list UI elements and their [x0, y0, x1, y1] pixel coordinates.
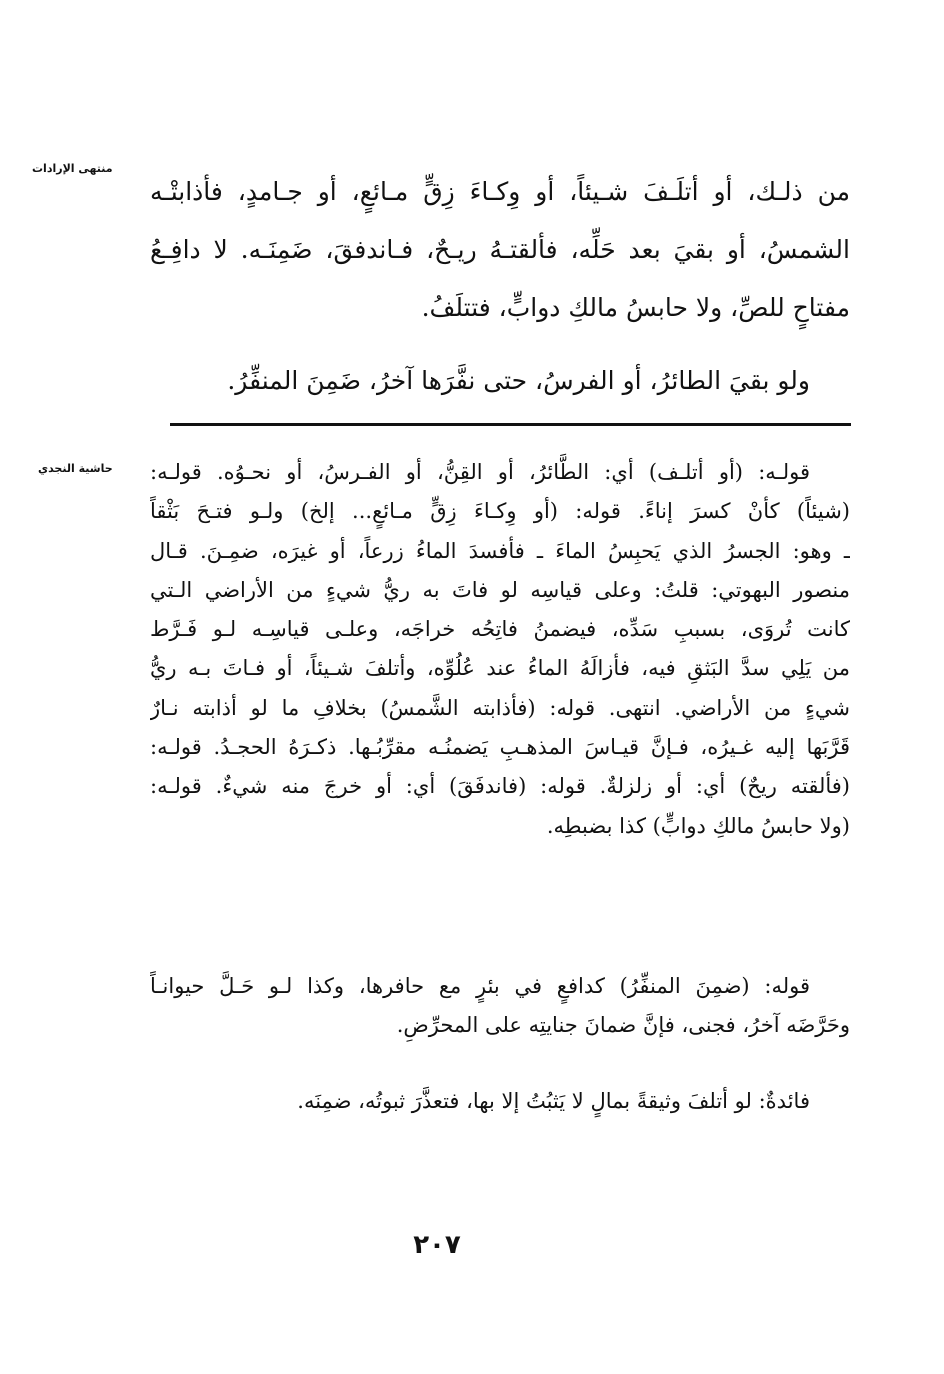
matn-line: مفتاحٍ للصِّ، ولا حابسُ مالكِ دوابٍّ، فتتلَفُ.	[421, 293, 850, 322]
hashiya-paragraph-2	[150, 967, 850, 1046]
hashiya-line: (ولا حابسُ مالكِ دوابٍّ) كذا بضبطِه.	[546, 813, 850, 838]
hashiya-line: منصور البهوتي: قلتُ: وعلى قياسِه لو فاتَ به ريُّ شيءٍ من الأراضي الـتي	[150, 577, 850, 602]
matn-line: ولو بقيَ الطائرُ، أو الفرسُ، حتى نفَّرَها آخرُ، ضَمِنَ المنفِّرُ.	[227, 366, 810, 395]
hashiya-line: وحَرَّضَه آخرُ، فجنى، فإنَّ ضمانَ جنايتِه على المحرِّضِ.	[396, 1013, 850, 1038]
matn-source-label: منتهى الإرادات	[32, 162, 113, 175]
hashiya-line: فائدةٌ: لو أتلفَ وثيقةً بمالٍ لا يَثبُتُ إلا بها، فتعذَّرَ ثبوتُه، ضمِنَه.	[297, 1089, 810, 1113]
matn-text	[150, 163, 850, 337]
hashiya-line: ـ وهو: الجسرُ الذي يَحبِسُ الماءَ ـ فأفسدَ الماءُ زرعاً، أو غيرَه، ضمِـنَ. قـال	[150, 538, 850, 563]
hashiya-line: قوله: (ضمِنَ المنفِّرُ) كدافعٍ في بئرٍ مع حافرها، وكذا لـو حَـلَّ حيوانـاً	[150, 974, 810, 998]
hashiya-line: (شيئاً) كأنْ كسرَ إناءً. قوله: (أو وِكـاءَ زِقٍّ مـائعٍ... إلخ) ولـو فتـحَ بَثْقاً	[150, 499, 850, 524]
hashiya-paragraph-3	[150, 1082, 850, 1121]
matn-line: الشمسُ، أو بقيَ بعد حَلِّه، فألقتـهُ ريـحٌ، فـاندفقَ، ضَمِنَـه. لا دافِـعُ	[150, 235, 850, 264]
hashiya-line: قَرَّبَها إليه غـيرُه، فـإنَّ قيـاسَ المذهـبِ يَضمنُـه مقرِّبُـها. ذكـرَهُ الحجـدُ. قولـه:	[150, 735, 850, 760]
hashiya-line: (فألقته ريحٌ) أي: أو زلزلةٌ. قوله: (فاندفَقَ) أي: أو خرجَ منه شيءٌ. قولـه:	[150, 774, 850, 799]
section-divider	[170, 423, 851, 426]
hashiya-paragraph-1	[150, 453, 850, 846]
matn-line: من ذلـك، أو أتلَـفَ شـيئاً، أو وِكـاءَ زِقٍّ مـائعٍ، أو جـامدٍ، فأذابتْـه	[150, 177, 850, 206]
hashiya-line: كانت تُروَى، بسببِ سَدِّه، فيضمنُ فاتِحُه خراجَه، وعلـى قياسِـه لـو فَـرَّط	[150, 617, 850, 642]
hashiya-source-label: حاشية النجدي	[38, 462, 113, 475]
hashiya-line: قولـه: (أو أتلـف) أي: الطَّائرُ، أو القِنُّ، أو الفـرسُ، أو نحـوُه. قولـه:	[150, 460, 810, 484]
hashiya-line: من يَلِي سدَّ البَثقِ فيه، فأزالَهُ الماءُ عند عُلُوِّه، وأتلفَ شـيئاً، أو فـاتَ بـه ريُّ	[150, 656, 850, 681]
page-number: ٢٠٧	[413, 1230, 461, 1260]
matn-paragraph-2	[150, 352, 850, 410]
hashiya-line: شيءٍ من الأراضي. انتهى. قوله: (فأذابته الشَّمسُ) بخلافِ ما لو أذابته نـارٌ	[150, 695, 850, 720]
